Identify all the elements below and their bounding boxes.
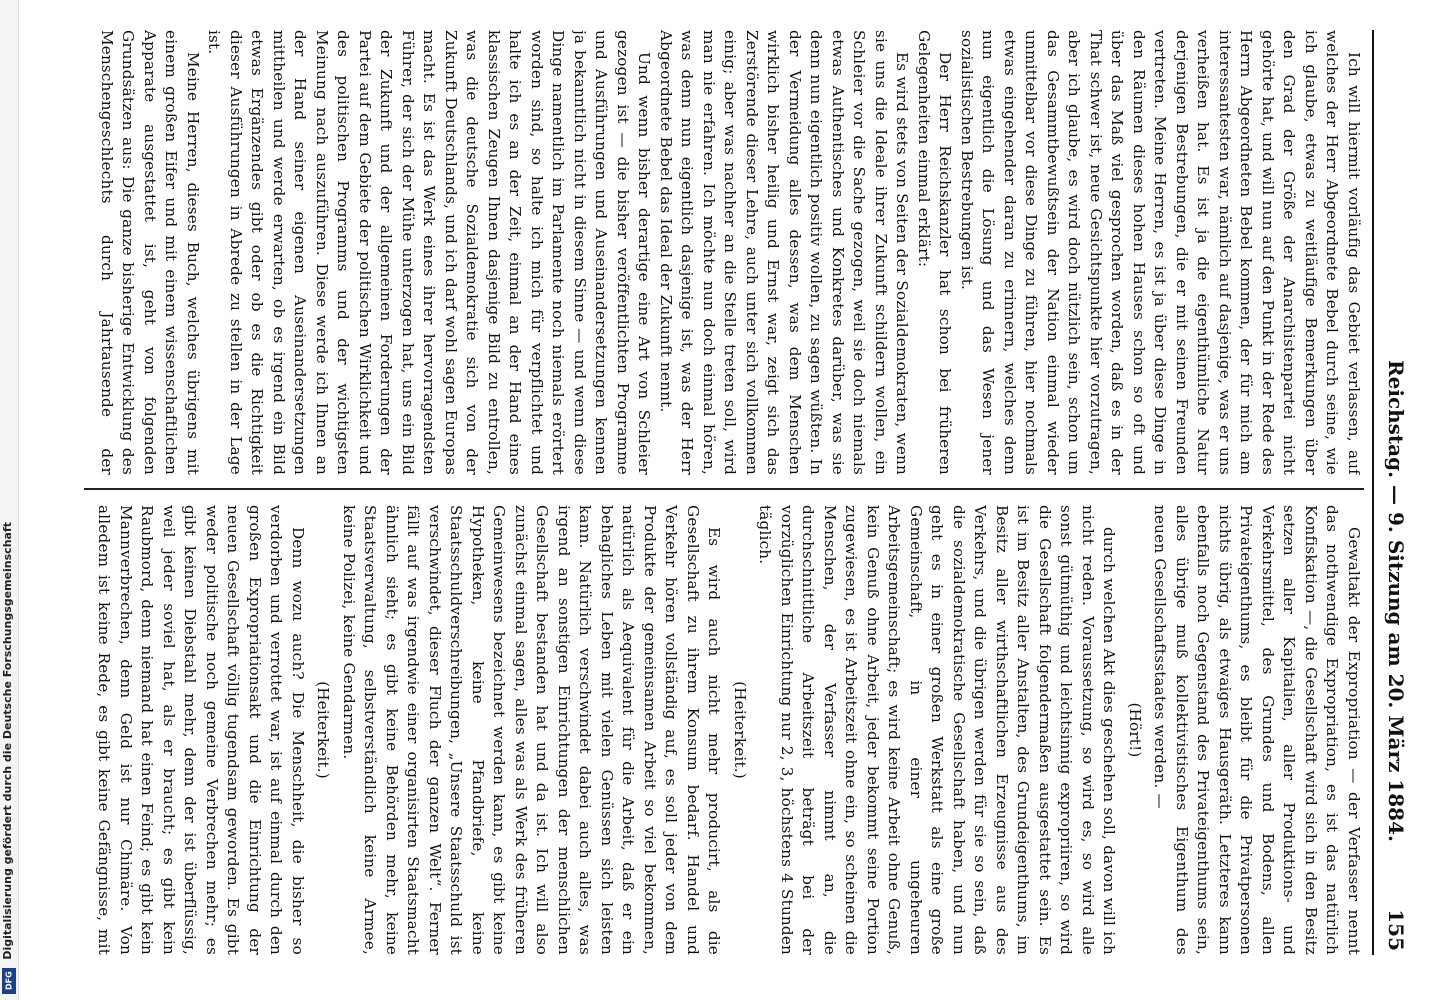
paragraph: Meine Herren, dieses Buch, welches übrigens mit einem großen Eifer und mit einem wissenschaftlichen Apparate ausgestattet ist, geht von folgenden Grundsätzen aus: Die ganze bisherige Entwicklung des Menschengeschlechts durch Jahrtausende der [98, 30, 202, 475]
paragraph: Es wird stets von Seiten der Sozialdemokraten, wenn sie uns die Ideale ihrer Zukunft schildern wollen, ein Schleier vor die Sache gezogen, weil sie doch niemals etwas Authentisches und Konkretes darüber, was sie denn nun eigentlich positiv wollen, zu sagen wüßten. In der Vermeidung alles dessen, was dem Menschen wirklich bisher heilig und Ernst war, zeigt sich das Zerstörende dieser Lehre, auch unter sich vollkommen einig; aber was nachher an die Stelle treten soll, wird man nie erfahren. Ich möchte nun doch einmal hören, was denn nun eigentlich dasjenige ist, was der Herr Abgeordnete Bebel das Ideal der Zukunft nennt. [657, 30, 912, 475]
interjection: (Heiterkeit.) [314, 681, 333, 779]
paragraph: Und wenn bisher derartige eine Art von Schleier gezogen ist — die bisher veröffentlichten Programme und Ausführungen und Auseinandersetzungen kennen ja bekanntlich nicht in diesem Sinne — und wenn diese Dinge namentlich im Parlamente noch niemals erörtert worden sind, so halte ich mich für verpflichtet und halte ich es an der Zeit, einmal an der Hand eines klassischen Zeugen Ihnen dasjenige Bild zu entrollen, was die deutsche Sozialdemokratie sich von der Zukunft Deutschlands, und ich darf wohl sagen Europas macht. Es ist das Werk eines ihrer hervorragendsten Führer, der sich der Mühe unterzogen hat, uns ein Bild der Zukunft und der allgemeinen Forderungen der Partei auf dem Gebiete der politischen Wirklichkeit und des politischen Programms und der wichtigsten Meinung nach auszuführen. Diese werde ich Ihnen an der Hand seiner eigenen Auseinandersetzungen mittheilen und werde erwarten, ob es irgend ein Bild etwas Ergänzendes gibt oder ob es die Richtigkeit dieser Ausführungen in Abrede zu stellen in der Lage ist. [205, 30, 654, 475]
column-divider [84, 488, 1364, 490]
dfg-logo: DFG [2, 968, 16, 994]
left-column [94, 30, 1364, 475]
interjection: (Hört!) [1126, 702, 1144, 758]
credit-text: Digitalisierung gefördert durch die Deutsche Forschungsgemeinschaft [1, 522, 14, 960]
digitization-credit-strip [0, 0, 19, 1000]
interjection: (Heiterkeit.) [731, 681, 749, 779]
paragraph: durch welchen Akt dies geschehen soll, davon will ich nicht reden. Voraussetzung, so wird es, so wird alle sonst gütmüthig und leichtsinnig expropriiren, so wird die Gesellschaft folgendermaßen ausgestattet sein. Es ist im Besitz aller Anstalten, des Grundeigenthums, im Besitz aller wirthschaftlichen Erzeugnisse aus des Verkehrs, und die übrigen werden für sie so sein, daß die sozialdemokratische Gesellschaft haben, und nun geht es in einer großen Werkstatt als eine große Gemeinschaft, in einer ungeheuren Arbeitsgemeinschaft; es wird keine Arbeit ohne Genuß, kein Genuß ohne Arbeit, jeder bekommt seine Portion zugewiesen, es ist Arbeitszeit ohne ein, so scheinen die Menschen, der Verfasser nimmt an, die durchschnittliche Arbeitszeit beträgt bei der vorzüglichen Einrichtung nur 2, 3, höchstens 4 Stunden täglich. [756, 505, 1119, 955]
paragraph: Gewaltakt der Expropriation — der Verfasser nennt das nothwendige Expropriation, es ist das natürlich Konfiskation —, die Gesellschaft wird sich in den Besitz setzen aller Kapitalien, aller Produktions- und Verkehrsmittel, des Grundes und Bodens, allen Privateigenthums, es bleibt für die Privatpersonen nichts übrig, als etwaiges Hausgeräth. Letzteres kann ebenfalls noch Gegenstand des Privateigenthums sein, alles übrige muß kollektivistisches Eigenthum des neuen Gesellschaftsstaates werden. — [1151, 505, 1363, 955]
paragraph: Es wird auch nicht mehr producirt, als die Gesellschaft zu ihrem Konsum bedarf. Handel und Verkehr hören vollständig auf, es soll jeder von dem Produkte der gemeinsamen Arbeit so viel bekommen, natürlich als Aequivalent für die Arbeit, daß er ein behagliches Leben mit vielen Genüssen sich leisten kann. Natürlich verschwindet dabei auch alles, was irgend an sonstigen Einrichtungen der menschlichen Gesellschaft bestanden hat und da ist. Ich will also zunächst einmal sagen, alles was als Werk des früheren Gemeinwesens bezeichnet werden kann, es gibt keine Hypotheken, keine Pfandbriefe, keine Staatsschuldverschreibungen, „Unsere Staatsschuld ist verschwindet, dieser Fluch der ganzen Welt“. Ferner fällt auf was irgendwie einer organisirten Staatsmacht ähnlich sieht; es gibt keine Behörden mehr, keine Staatsverwaltung, selbstverständlich keine Armee, keine Polizei, keine Gendarmen. [340, 505, 724, 955]
paragraph: Der Herr Reichskanzler hat schon bei früheren Gelegenheiten einmal erklärt: [915, 30, 955, 475]
page-number: 155 [1384, 909, 1408, 951]
page-header [1372, 30, 1414, 955]
paragraph: Denn wozu auch? Die Menschheit, die bisher so verdorben und verrottet war, ist auf einmal durch den großen Expropriationsakt und die Einrichtung der neuen Gesellschaft völlig tugendsam geworden. Es gibt weder politische noch gemeine Verbrechen mehr; es gibt keinen Diebstahl mehr, denn der ist überflüssig, weil jeder soviel hat, als er braucht; es gibt kein Raubmord, denn niemand hat einen Feind; es gibt kein Mannverbrechen, denn Geld ist nur Chimäre. Von alledem ist keine Rede, es gibt keine Gefängnisse, mit [95, 505, 307, 955]
page-title: Reichstag. — 9. Sitzung am 20. März 1884. [1384, 360, 1408, 842]
paragraph: Ich will hiermit vorläufig das Gebiet verlassen, auf welches der Herr Abgeordnete Bebel durch seine, wie ich glaube, etwas zu weitläufige Bemerkungen über den Grad der Größe der Anarchistenpartei nicht gehörte hat, und will nun auf den Punkt in der Rede des Herrn Abgeordneten Bebel kommen, der für mich am interessantesten war, nämlich auf dasjenige, was er uns verheißen hat. Es ist ja die eigenthümliche Natur derjenigen Bestrebungen, die er mit seinen Freunden vertreten. Meine Herren, es ist ja über diese Dinge in den Räumen dieses hohen Hauses schon so oft und über das Maß viel gesprochen worden, daß es in der That schwer ist, neue Gesichtspunkte hier vorzutragen, aber ich glaube, es wird doch nützlich sein, schon um das Gesammtbewußtsein der Nation einmal wieder unmittelbar vor diese Dinge zu führen, hier nochmals etwas eingehender daran zu erinnern, welches denn nun eigentlich die Lösung und das Wesen jener sozialistischen Bestrebungen ist. [958, 30, 1363, 475]
right-column [94, 505, 1364, 955]
